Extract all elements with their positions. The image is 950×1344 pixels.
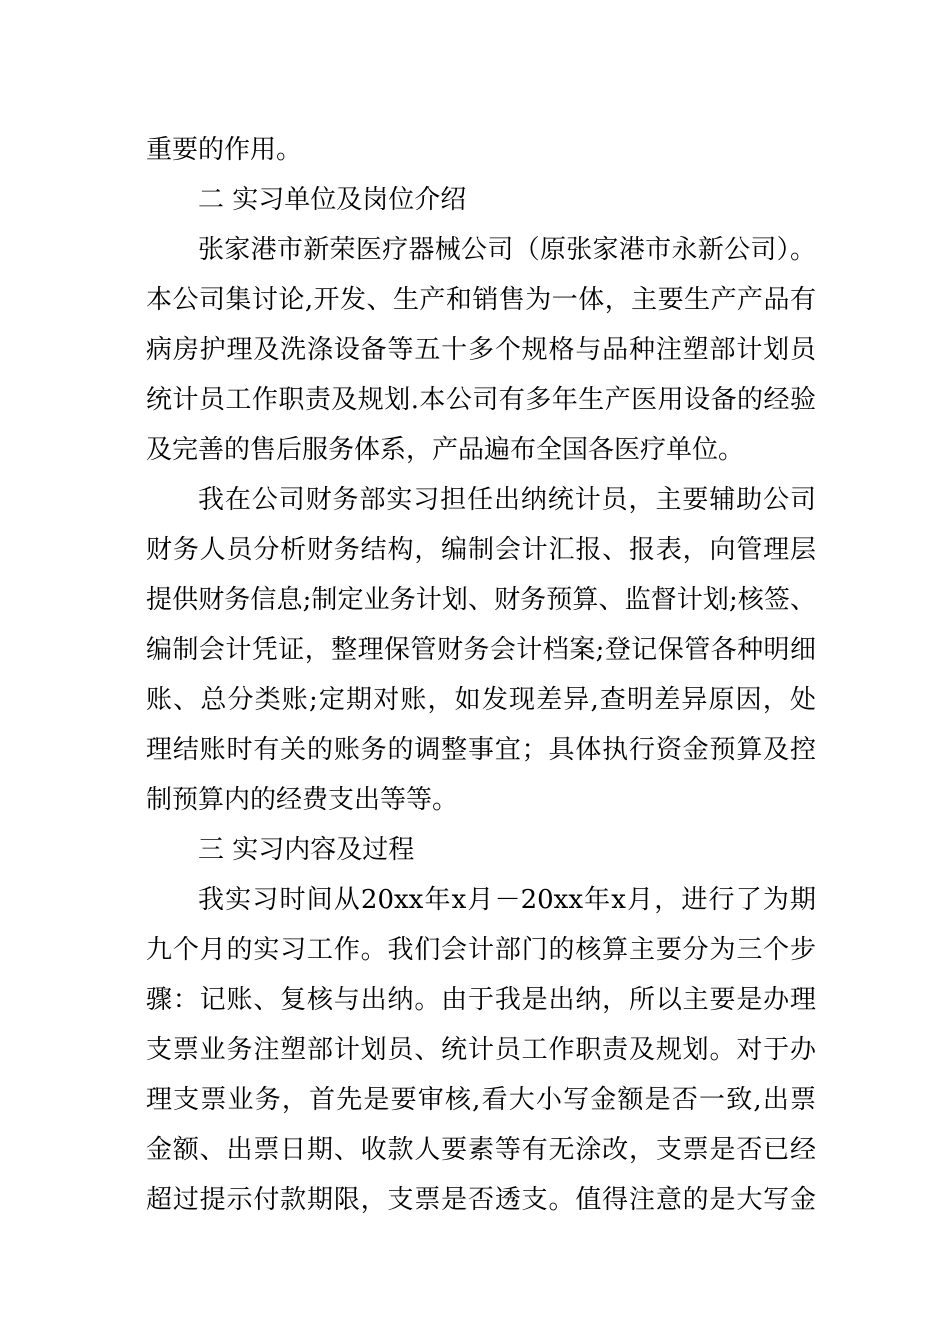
text-line: 账、总分类账;定期对账，如发现差异,查明差异原因，处 <box>146 685 816 715</box>
text-line: 我实习时间从20xx年x月－20xx年x月，进行了为期 <box>198 885 816 915</box>
text-line: 支票业务注塑部计划员、统计员工作职责及规划。对于办 <box>146 1035 816 1065</box>
text-line: 制预算内的经费支出等等。 <box>146 785 459 815</box>
text-line: 本公司集讨论,开发、生产和销售为一体，主要生产产品有 <box>146 285 816 315</box>
text-line: 骤：记账、复核与出纳。由于我是出纳，所以主要是办理 <box>146 985 816 1015</box>
text-line: 提供财务信息;制定业务计划、财务预算、监督计划;核签、 <box>146 585 816 615</box>
section-heading: 二 实习单位及岗位介绍 <box>198 185 467 215</box>
text-line: 重要的作用。 <box>146 135 303 165</box>
text-line: 病房护理及洗涤设备等五十多个规格与品种注塑部计划员 <box>146 335 816 365</box>
text-line: 张家港市新荣医疗器械公司（原张家港市永新公司）。 <box>198 235 816 265</box>
text-line: 理结账时有关的账务的调整事宜；具体执行资金预算及控 <box>146 735 816 765</box>
text-line: 财务人员分析财务结构，编制会计汇报、报表，向管理层 <box>146 535 816 565</box>
text-line: 超过提示付款期限，支票是否透支。值得注意的是大写金 <box>146 1185 816 1215</box>
text-line: 金额、出票日期、收款人要素等有无涂改，支票是否已经 <box>146 1135 816 1165</box>
text-line: 理支票业务，首先是要审核,看大小写金额是否一致,出票 <box>146 1085 816 1115</box>
text-line: 我在公司财务部实习担任出纳统计员，主要辅助公司 <box>198 485 816 515</box>
text-line: 九个月的实习工作。我们会计部门的核算主要分为三个步 <box>146 935 816 965</box>
text-line: 统计员工作职责及规划.本公司有多年生产医用设备的经验 <box>146 385 816 415</box>
text-line: 编制会计凭证，整理保管财务会计档案;登记保管各种明细 <box>146 635 816 665</box>
text-line: 及完善的售后服务体系，产品遍布全国各医疗单位。 <box>146 435 745 465</box>
section-heading: 三 实习内容及过程 <box>198 835 415 865</box>
